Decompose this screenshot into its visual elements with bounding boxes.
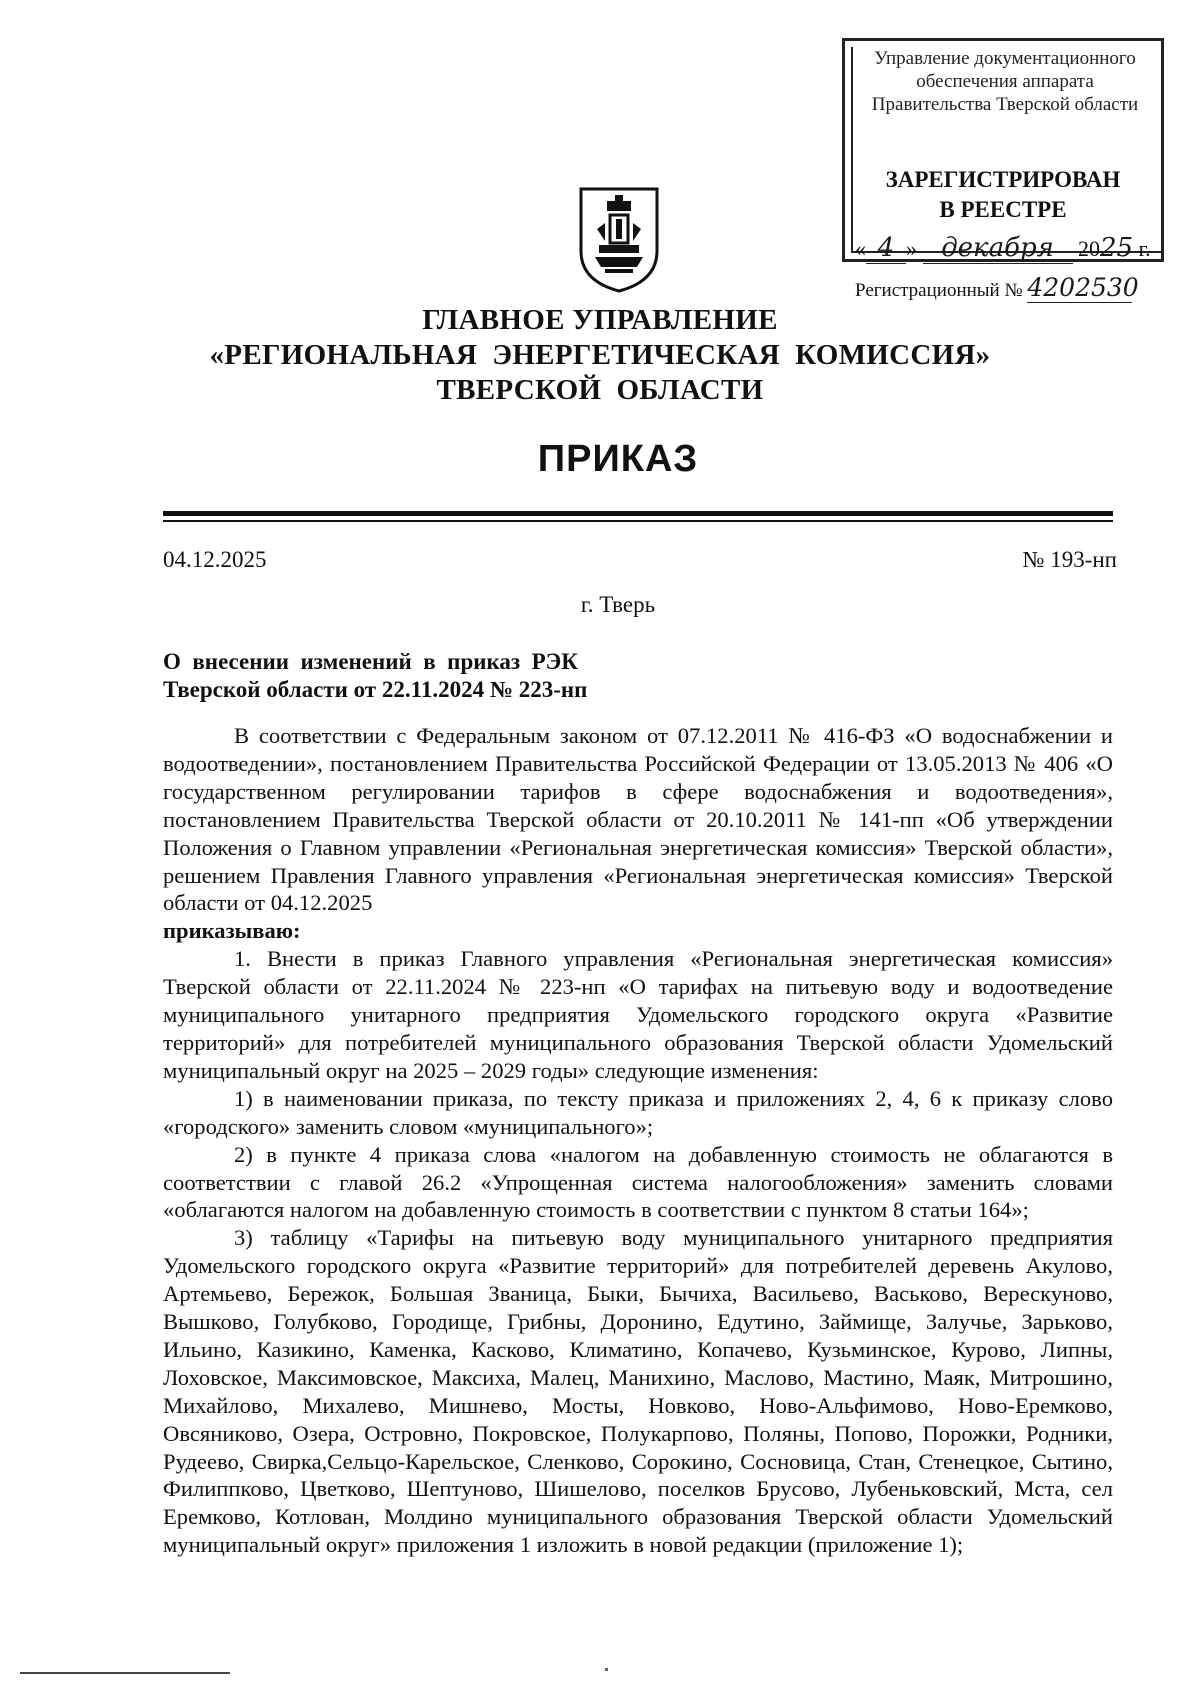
document-date: 04.12.2025 xyxy=(163,547,267,572)
registration-stamp xyxy=(842,38,1164,302)
stamp-org-line: Управление документационного xyxy=(874,48,1136,69)
stamp-registered-caption xyxy=(845,165,1161,225)
institution-title-line: ГЛАВНОЕ УПРАВЛЕНИЕ xyxy=(422,304,778,336)
stamp-registered-line: В РЕЕСТРЕ xyxy=(939,197,1067,222)
subject-line: О внесении изменений в приказ РЭК xyxy=(163,649,578,674)
institution-title xyxy=(130,303,1070,408)
stamp-org-line: обеспечения аппарата xyxy=(916,71,1094,92)
stamp-reg-number: 4202530 xyxy=(1027,273,1139,302)
stamp-month: декабря xyxy=(941,233,1054,263)
stamp-organization xyxy=(853,47,1157,116)
stamp-reg-label: Регистрационный № xyxy=(855,280,1023,301)
stamp-date: « 4 » декабря 2025 г. xyxy=(855,233,1151,263)
item-paragraph: 1. Внести в приказ Главного управления «Региональная энергетическая комиссия» Тверской области от 22.11.2024 № 223-нп «О тарифах на питьевую воду и водоотведение муниципального унитарного предприятия Удомельского городского округа «Развитие территорий» для потребителей муниципального образования Тверской области Удомельский муниципальный округ на 2025 – 2029 годы» следующие изменения: xyxy=(163,946,1113,1083)
stamp-registered-line: ЗАРЕГИСТРИРОВАН xyxy=(885,167,1121,192)
document-subject xyxy=(163,648,683,704)
document-type: ПРИКАЗ xyxy=(537,438,699,480)
stamp-year-prefix: 20 xyxy=(1078,236,1100,261)
stamp-year-unit: г. xyxy=(1138,236,1151,261)
subject-line: Тверской области от 22.11.2024 № 223-нп xyxy=(163,677,588,702)
stamp-day: 4 xyxy=(877,233,895,263)
stamp-year-suffix: 25 xyxy=(1100,233,1134,263)
footer-mark xyxy=(605,1668,608,1671)
coat-of-arms-icon xyxy=(577,185,661,293)
order-word: приказываю: xyxy=(163,918,301,944)
institution-title-line: ТВЕРСКОЙ ОБЛАСТИ xyxy=(436,374,764,406)
stamp-registration-number xyxy=(855,273,1157,303)
subitem-paragraph: 2) в пункте 4 приказа слова «налогом на добавленную стоимость не облагаются в соответствии с главой 26.2 «Упрощенная система налогообложения» заменить словами «облагаются налогом на добавленную стоимость в соответствии с пунктом 8 статьи 164»; xyxy=(163,1141,1113,1223)
subitem-paragraph: 3) таблицу «Тарифы на питьевую воду муниципального унитарного предприятия Удомельского городского округа «Развитие территорий» для потребителей деревень Акулово, Артемьево, Бережок, Большая Званица, Быки, Бычиха, Васильево, Васьково, Верескуново, Вышково, Голубково, Городище, Грибны, Доронино, Едутино, Займище, Залучье, Зарьково, Ильино, Казикино, Каменка, Касково, Климатино, Копачево, Кузьминское, Курово, Липны, Лоховское, Максимовское, Максиха, Малец, Манихино, Маслово, Мастино, Маяк, Митрошино, Михайлово, Михалево, Мишнево, Мосты, Новково, Ново-Альфимово, Ново-Еремково, Овсяниково, Озера, Островно, Покровское, Полукарпово, Поляны, Попово, Порожки, Родники, Рудеево, Свирка,Сельцо-Карельское, Сленково, Сорокино, Сосновица, Стан, Стенецкое, Сытино, Филиппково, Цветково, Шептуново, Шишелово, поселков Брусово, Лубеньковский, Мста, сел Еремково, Котлован, Молдино муниципального образования Тверской области Удомельский муниципальный округ» приложения 1 изложить в новой редакции (приложение 1); xyxy=(163,1225,1113,1558)
stamp-org-line: Правительства Тверской области xyxy=(871,94,1139,115)
preamble-paragraph: В соответствии с Федеральным законом от 07.12.2011 № 416-ФЗ «О водоснабжении и водоотведении», постановлением Правительства Российской Федерации от 13.05.2013 № 406 «О государственном регулировании тарифов в сфере водоснабжения и водоотведения», постановлением Правительства Тверской области от 20.10.2011 № 141-пп «Об утверждении Положения о Главном управлении «Региональная энергетическая комиссия» Тверской области», решением Правления Главного управления «Региональная энергетическая комиссия» Тверской области от 04.12.2025 xyxy=(163,723,1113,916)
header-divider xyxy=(163,511,1113,516)
institution-title-line: «РЕГИОНАЛЬНАЯ ЭНЕРГЕТИЧЕСКАЯ КОМИССИЯ» xyxy=(209,339,991,371)
subitem-paragraph: 1) в наименовании приказа, по тексту приказа и приложениях 2, 4, 6 к приказу слово «городского» заменить словом «муниципального»; xyxy=(163,1085,1113,1139)
header-divider-thin xyxy=(163,520,1113,522)
footer-rule xyxy=(20,1672,230,1674)
document-body xyxy=(163,722,1113,1559)
document-city: г. Тверь xyxy=(580,592,656,617)
document-number: № 193-нп xyxy=(1022,547,1117,572)
